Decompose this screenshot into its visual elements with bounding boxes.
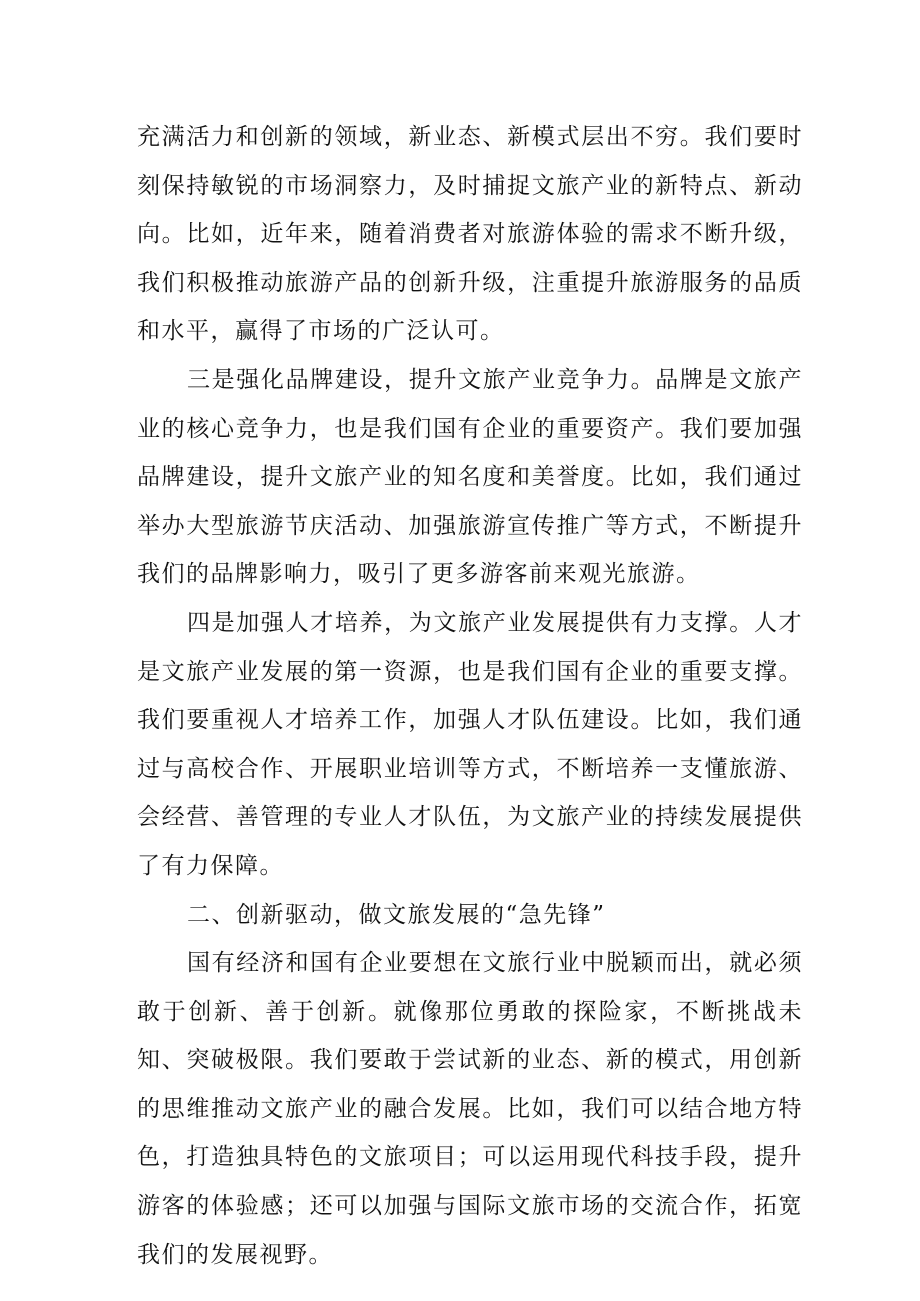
section-heading: 二、创新驱动，做文旅发展的“急先锋” [187, 901, 606, 928]
paragraph-continuation: 充满活力和创新的领域，新业态、新模式层出不穷。我们要时刻保持敏锐的市场洞察力，及时捕捉文旅产业的新特点、新动向。比如，近年来，随着消费者对旅游体验的需求不断升级，我们积极推动旅游产品的创新升级，注重提升旅游服务的品质和水平，赢得了市场的广泛认可。 [137, 124, 803, 345]
document-page [137, 113, 803, 1279]
paragraph-talent-training: 四是加强人才培养，为文旅产业发展提供有力支撑。人才是文旅产业发展的第一资源，也是我们国有企业的重要支撑。我们要重视人才培养工作，加强人才队伍建设。比如，我们通过与高校合作、开展职业培训等方式，不断培养一支懂旅游、会经营、善管理的专业人才队伍，为文旅产业的持续发展提供了有力保障。 [137, 609, 803, 879]
paragraph-innovation: 国有经济和国有企业要想在文旅行业中脱颖而出，就必须敢于创新、善于创新。就像那位勇敢的探险家，不断挑战未知、突破极限。我们要敢于尝试新的业态、新的模式，用创新的思维推动文旅产业的融合发展。比如，我们可以结合地方特色，打造独具特色的文旅项目；可以运用现代科技手段，提升游客的体验感；还可以加强与国际文旅市场的交流合作，拓宽我们的发展视野。 [137, 950, 803, 1268]
paragraph-brand-building: 三是强化品牌建设，提升文旅产业竞争力。品牌是文旅产业的核心竞争力，也是我们国有企业的重要资产。我们要加强品牌建设，提升文旅产业的知名度和美誉度。比如，我们通过举办大型旅游节庆活动、加强旅游宣传推广等方式，不断提升我们的品牌影响力，吸引了更多游客前来观光旅游。 [137, 366, 803, 588]
